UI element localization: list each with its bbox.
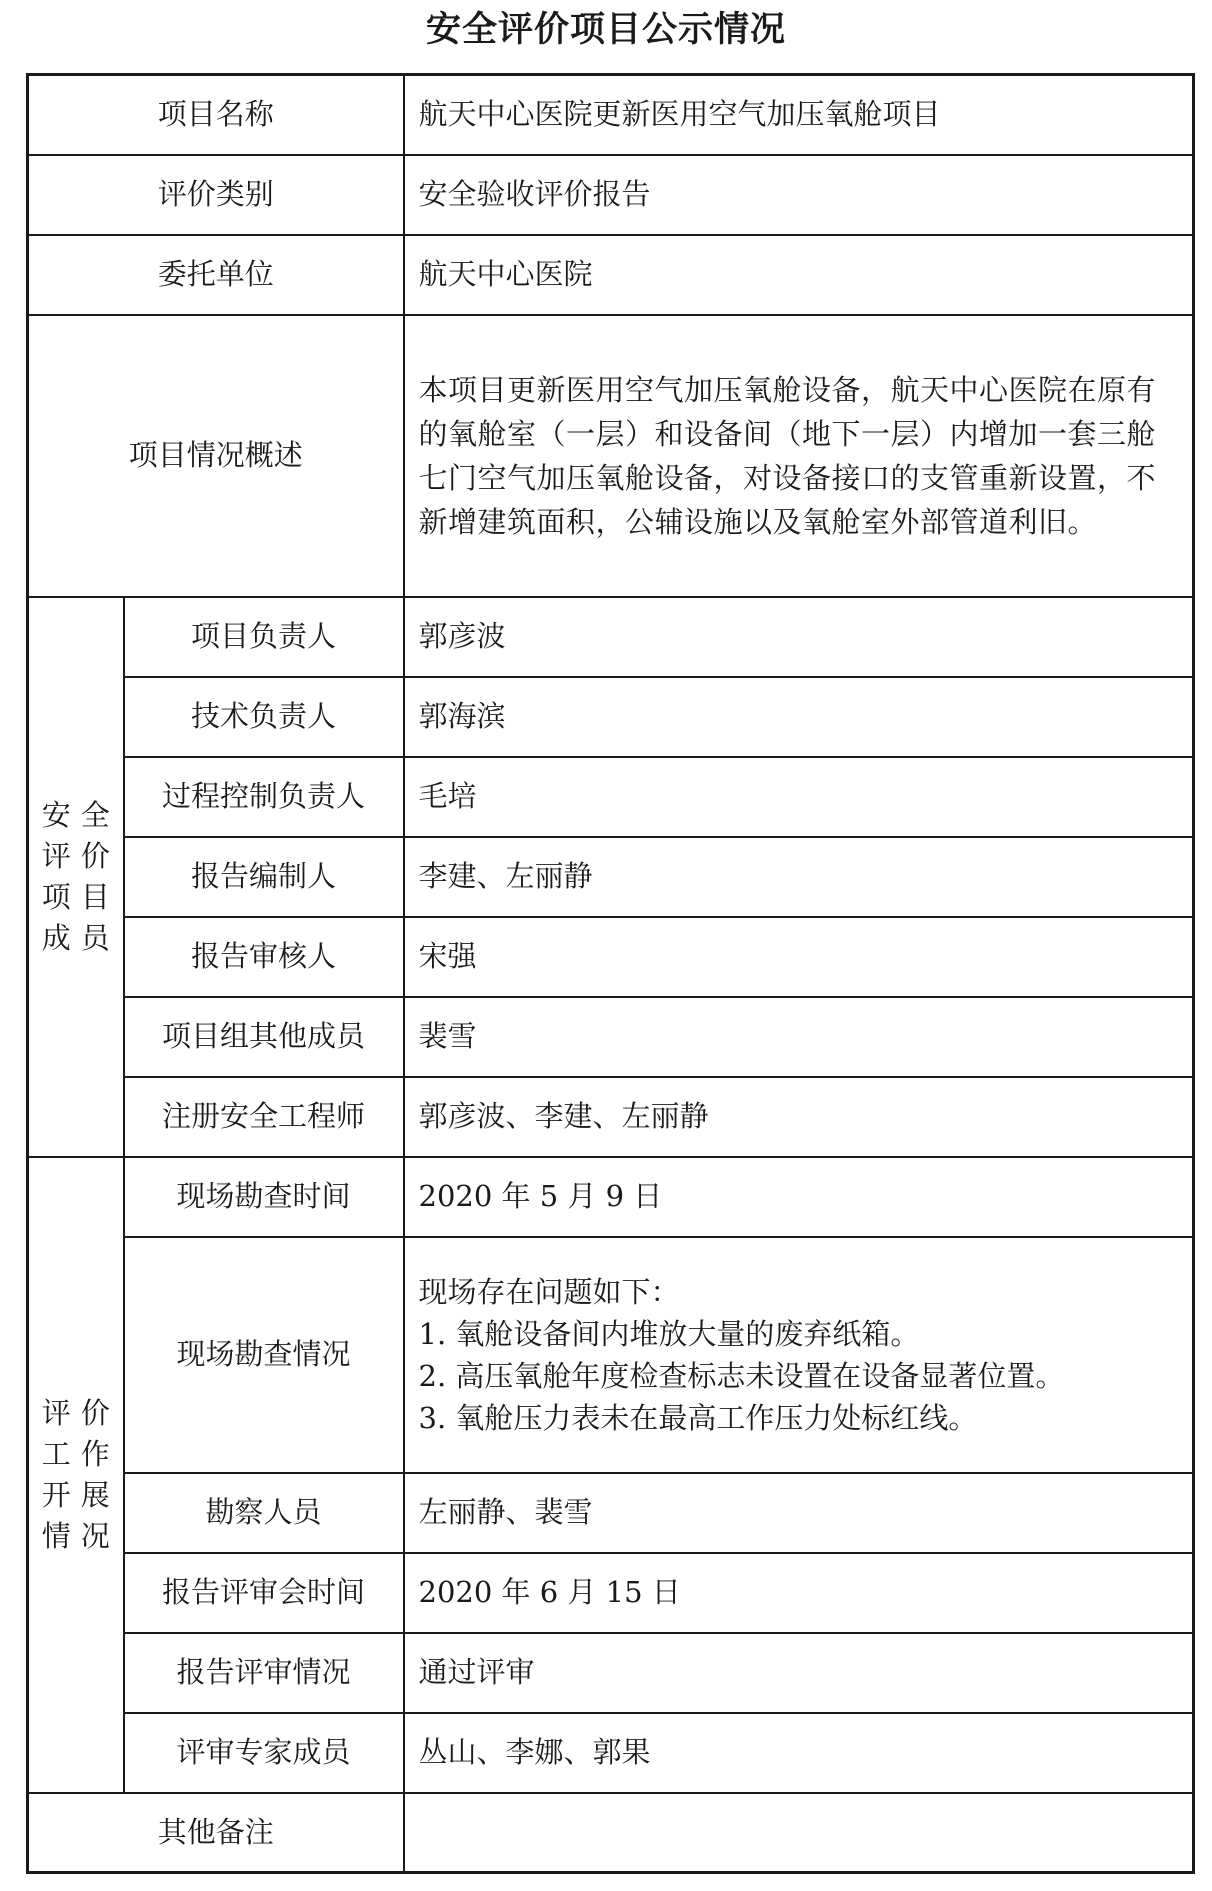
table-row bbox=[28, 155, 1194, 235]
client-value: 航天中心医院 bbox=[404, 235, 1194, 315]
work-group-line: 开展 bbox=[41, 1477, 120, 1512]
project-name-label: 项目名称 bbox=[28, 75, 404, 155]
project-leader-value: 郭彦波 bbox=[404, 597, 1194, 677]
process-control-value: 毛培 bbox=[404, 757, 1194, 837]
safety-engineer-label: 注册安全工程师 bbox=[124, 1077, 404, 1157]
experts-label: 评审专家成员 bbox=[124, 1713, 404, 1793]
survey-status-line: 1. 氧舱设备间内堆放大量的废弃纸箱。 bbox=[418, 1316, 920, 1351]
report-reviewer-value: 宋强 bbox=[404, 917, 1194, 997]
remarks-label: 其他备注 bbox=[28, 1793, 404, 1873]
other-members-label: 项目组其他成员 bbox=[124, 997, 404, 1077]
eval-type-label: 评价类别 bbox=[28, 155, 404, 235]
info-table bbox=[26, 73, 1195, 1874]
table-row bbox=[28, 1793, 1194, 1873]
table-row bbox=[28, 315, 1194, 597]
table-row bbox=[28, 997, 1194, 1077]
table-row bbox=[28, 837, 1194, 917]
client-label: 委托单位 bbox=[28, 235, 404, 315]
report-author-label: 报告编制人 bbox=[124, 837, 404, 917]
report-author-value: 李建、左丽静 bbox=[404, 837, 1194, 917]
table-row bbox=[28, 677, 1194, 757]
survey-status-label: 现场勘查情况 bbox=[124, 1237, 404, 1473]
survey-status-line: 2. 高压氧舱年度检查标志未设置在设备显著位置。 bbox=[418, 1358, 1065, 1393]
table-row bbox=[28, 1713, 1194, 1793]
other-members-value: 裴雪 bbox=[404, 997, 1194, 1077]
tech-leader-value: 郭海滨 bbox=[404, 677, 1194, 757]
work-group-line: 工作 bbox=[41, 1436, 120, 1471]
table-row bbox=[28, 597, 1194, 677]
tech-leader-label: 技术负责人 bbox=[124, 677, 404, 757]
report-reviewer-label: 报告审核人 bbox=[124, 917, 404, 997]
experts-value: 丛山、李娜、郭果 bbox=[404, 1713, 1194, 1793]
table-row bbox=[28, 1553, 1194, 1633]
members-group-line: 安全 bbox=[41, 797, 120, 832]
members-group-line: 成员 bbox=[41, 920, 120, 955]
surveyors-label: 勘察人员 bbox=[124, 1473, 404, 1553]
remarks-value bbox=[404, 1793, 1194, 1873]
survey-time-label: 现场勘查时间 bbox=[124, 1157, 404, 1237]
overview-label: 项目情况概述 bbox=[28, 315, 404, 597]
table-row bbox=[28, 75, 1194, 155]
review-time-label: 报告评审会时间 bbox=[124, 1553, 404, 1633]
project-name-value: 航天中心医院更新医用空气加压氧舱项目 bbox=[404, 75, 1194, 155]
survey-status-line: 3. 氧舱压力表未在最高工作压力处标红线。 bbox=[418, 1400, 978, 1435]
table-row bbox=[28, 757, 1194, 837]
surveyors-value: 左丽静、裴雪 bbox=[404, 1473, 1194, 1553]
work-group-label bbox=[28, 1157, 124, 1793]
process-control-label: 过程控制负责人 bbox=[124, 757, 404, 837]
table-row bbox=[28, 1473, 1194, 1553]
overview-value: 本项目更新医用空气加压氧舱设备，航天中心医院在原有的氧舱室（一层）和设备间（地下一层）内增加一套三舱七门空气加压氧舱设备，对设备接口的支管重新设置，不新增建筑面积，公辅设施以及氧舱室外部管道利旧。 bbox=[404, 315, 1194, 597]
members-group-line: 项目 bbox=[41, 879, 120, 914]
members-group-label bbox=[28, 597, 124, 1157]
page-title: 安全评价项目公示情况 bbox=[425, 10, 786, 50]
table-row bbox=[28, 917, 1194, 997]
review-time-value: 2020 年 6 月 15 日 bbox=[404, 1553, 1194, 1633]
members-group-line: 评价 bbox=[41, 838, 120, 873]
table-row bbox=[28, 1633, 1194, 1713]
survey-status-value bbox=[404, 1237, 1194, 1473]
eval-type-value: 安全验收评价报告 bbox=[404, 155, 1194, 235]
review-status-label: 报告评审情况 bbox=[124, 1633, 404, 1713]
table-row bbox=[28, 1157, 1194, 1237]
survey-status-line: 现场存在问题如下： bbox=[418, 1274, 680, 1309]
survey-time-value: 2020 年 5 月 9 日 bbox=[404, 1157, 1194, 1237]
review-status-value: 通过评审 bbox=[404, 1633, 1194, 1713]
safety-engineer-value: 郭彦波、李建、左丽静 bbox=[404, 1077, 1194, 1157]
table-row bbox=[28, 235, 1194, 315]
table-row bbox=[28, 1237, 1194, 1473]
work-group-line: 情况 bbox=[41, 1518, 120, 1553]
work-group-line: 评价 bbox=[41, 1395, 120, 1430]
project-leader-label: 项目负责人 bbox=[124, 597, 404, 677]
table-row bbox=[28, 1077, 1194, 1157]
